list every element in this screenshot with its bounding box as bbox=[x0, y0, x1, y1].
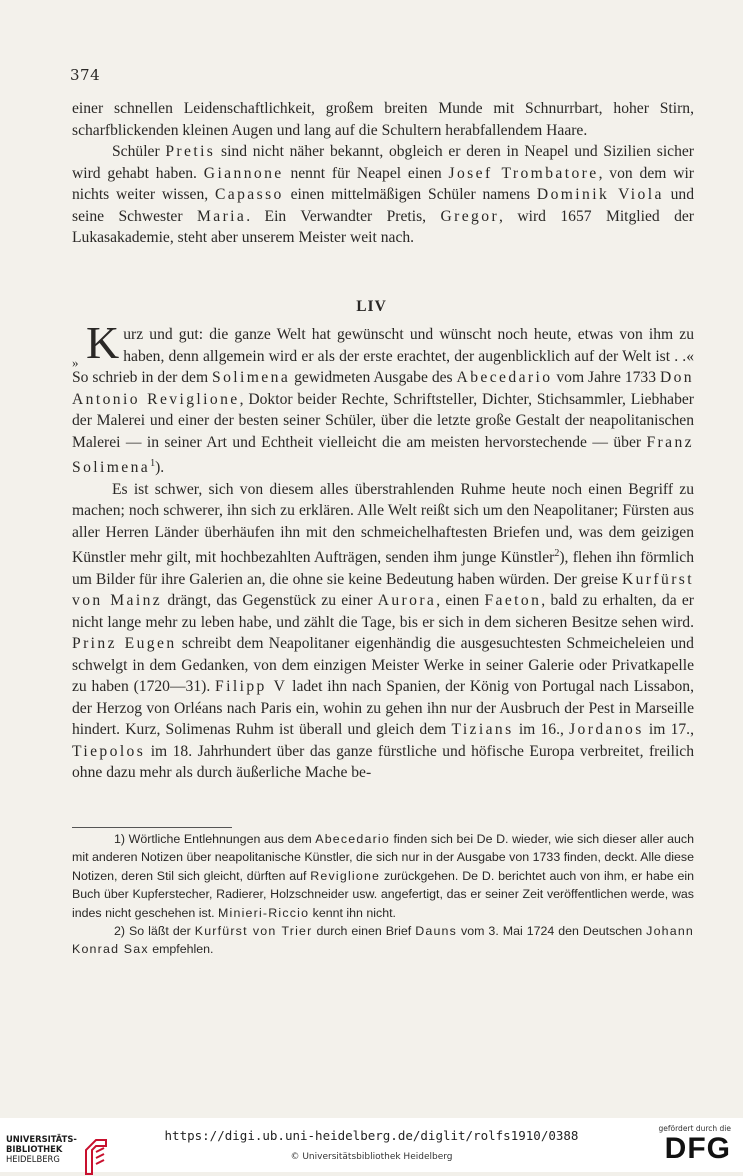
footnote-ref: 1 bbox=[150, 458, 156, 469]
footnote-2-number: 2) bbox=[114, 924, 126, 939]
emphasized-name: Faeton bbox=[484, 592, 542, 610]
emphasized-name: Abecedario bbox=[315, 832, 390, 846]
chapter-paragraph-1 bbox=[72, 317, 695, 479]
copyright-notice: © Universitätsbibliothek Heidelberg bbox=[290, 1152, 453, 1162]
emphasized-name: Dominik Viola bbox=[536, 186, 664, 203]
chapter-paragraph-1-text: urz und gut: die ganze Welt hat gewünscht und wünscht noch heute, etwas von ihm zu haben, denn allgemein wird er als der erste erachtet, der augenblicklich auf der Welt ist . .« So schrieb in der dem Solimena gewidmeten Ausgabe des Abecedario vom Jahre 1733 Don Antonio Reviglione, Doktor beider Rechte, Schriftsteller, Dichter, Stichsammler, Liebhaber der Malerei und einer der besten seiner Schüler, über die letzte große Gestalt der neapolitanischen Malerei — in seiner Art und Echtheit vielleicht die am meisten hervorstechende — über Franz Solimena$^1$). bbox=[72, 326, 695, 477]
emphasized-name: Franz Solimena bbox=[72, 433, 694, 477]
footnote-1-number: 1) bbox=[114, 832, 126, 846]
emphasized-name: Capasso bbox=[214, 186, 284, 203]
emphasized-name: Minieri-Riccio bbox=[218, 905, 310, 920]
dfg-logo[interactable] bbox=[659, 1124, 732, 1165]
emphasized-name: Filipp V bbox=[215, 678, 288, 696]
footnotes bbox=[72, 830, 694, 959]
drop-cap-letter: K bbox=[86, 317, 120, 368]
emphasized-name: Johann Konrad Sax bbox=[72, 924, 695, 957]
chapter-heading: LIV bbox=[356, 298, 387, 315]
emphasized-name: Solimena bbox=[212, 369, 291, 386]
emphasized-name: Maria bbox=[196, 207, 247, 225]
emphasized-name: Tizians bbox=[451, 721, 514, 739]
emphasized-name: Jordanos bbox=[569, 721, 644, 739]
emphasized-name: Prinz Eugen bbox=[72, 635, 177, 653]
intro-paragraph-1: einer schnellen Leidenschaftlichkeit, großem breiten Munde mit Schnurrbart, hoher Stirn, scharfblickenden kleinen Augen und lang auf die Schultern herabfallendem Haare. bbox=[72, 100, 694, 139]
emphasized-name: Don Antonio Reviglione bbox=[72, 369, 695, 408]
emphasized-name: Giannone bbox=[203, 164, 284, 182]
library-name-line-2: BIBLIOTHEK bbox=[6, 1144, 63, 1154]
footnote-1-text: Wörtliche Entlehnungen aus dem Abecedario finden sich bei De D. wieder, wie sich dieser aller auch mit anderen Notizen über neapolitanische Künstler, die sich nur in der Ausgabe von 1733 finden, deckt. Alle diese Notizen, deren Stil sich gleicht, dürften auf Reviglione zurückgehen. De D. berichtet auch von ihm, er habe ein Buch über Kupferstecher, Radierer, Holzschneider usw. angefertigt, das er seiner Zeit veröffentlichen werde, was indes nicht geschehen ist. Minieri-Riccio kennt ihn nicht. bbox=[72, 832, 695, 920]
emphasized-name: Reviglione bbox=[310, 868, 381, 883]
funder-name: DFG bbox=[664, 1132, 731, 1165]
footnote-divider bbox=[72, 827, 232, 828]
emphasized-name: Pretis bbox=[165, 143, 216, 160]
chapter-paragraph-2: Es ist schwer, sich von diesem alles überstrahlenden Ruhme heute noch einen Begriff zu machen; noch schwerer, ihn sich zu erklären. Alle Welt reißt sich um den Neapolitaner; Fürsten aus aller Herren Länder überhäufen ihn mit den schmeichelhaftesten Briefen und, was dem geizigen Künstler mehr gilt, mit hochbezahlten Aufträgen, senden ihm junge Künstler$^2$), flehen ihn förmlich um Bilder für ihre Galerien an, die ohne sie keine Bedeutung haben würden. Der greise Kurfürst von Mainz drängt, das Gegenstück zu einer Aurora, einen Faeton, bald zu erhalten, da er nicht lange mehr zu leben habe, und zählt die Tage, bis er sich in dem sicheren Besitze sehen wird. Prinz Eugen schreibt dem Neapolitaner eigenhändig die ausgesuchtesten Schmeicheleien und schwelgt in dem Gedanken, von dem einzigen Meister Werke in seiner Galerie oder Privatkapelle zu haben (1720—31). Filipp V ladet ihn nach Spanien, der König von Portugal nach Lissabon, der Herzog von Orléans nach Paris ein, wohin zu gehen ihn nur der Ausbruch der Pest in Marseille hindert. Kurz, Solimenas Ruhm ist überall und gleich dem Tizians im 16., Jordanos im 17., Tiepolos im 18. Jahrhundert über das ganze fürstliche und höfische Europa verbreitet, freilich ohne dazu mehr als durch äußerliche Mache be- bbox=[72, 480, 695, 782]
drop-cap bbox=[72, 317, 120, 370]
emphasized-name: Abecedario bbox=[456, 369, 553, 386]
permalink[interactable]: https://digi.ub.uni-heidelberg.de/diglit/rolfs1910/0388 bbox=[164, 1128, 579, 1143]
library-name-line-1: UNIVERSITÄTS- bbox=[6, 1134, 77, 1144]
footnote-2-text: So läßt der Kurfürst von Trier durch einen Brief Dauns vom 3. Mai 1724 den Deutschen Johann Konrad Sax empfehlen. bbox=[72, 924, 695, 957]
chapter-text bbox=[72, 317, 695, 784]
footnote-2 bbox=[72, 922, 694, 959]
footnote-ref: 2 bbox=[554, 548, 560, 560]
drop-cap-quote: » bbox=[72, 355, 79, 370]
funding-note: gefördert durch die bbox=[658, 1124, 731, 1133]
emphasized-name: Kurfürst von Trier bbox=[194, 924, 313, 939]
page-number: 374 bbox=[70, 66, 101, 84]
intro-text bbox=[72, 98, 694, 249]
emphasized-name: Tiepolos bbox=[72, 742, 146, 760]
footnote-1 bbox=[72, 830, 694, 922]
emphasized-name: Josef Trombatore bbox=[448, 164, 599, 182]
emphasized-name: Kurfürst von Mainz bbox=[72, 570, 694, 610]
library-name-line-3: HEIDELBERG bbox=[6, 1154, 60, 1164]
emphasized-name: Aurora bbox=[377, 592, 437, 610]
digitization-footer bbox=[0, 1118, 743, 1172]
emphasized-name: Dauns bbox=[415, 924, 458, 939]
emphasized-name: Gregor bbox=[440, 207, 500, 225]
intro-paragraph-2: Schüler Pretis sind nicht näher bekannt, obgleich er deren in Neapel und Sizilien sicher wird gehabt haben. Giannone nennt für Neapel einen Josef Trombatore, von dem wir nichts weiter wissen, Capasso einen mittelmäßigen Schüler namens Dominik Viola und seine Schwester Maria. Ein Verwandter Pretis, Gregor, wird 1657 Mitglied der Lukasakademie, steht aber unserem Meister weit nach. bbox=[72, 143, 695, 246]
